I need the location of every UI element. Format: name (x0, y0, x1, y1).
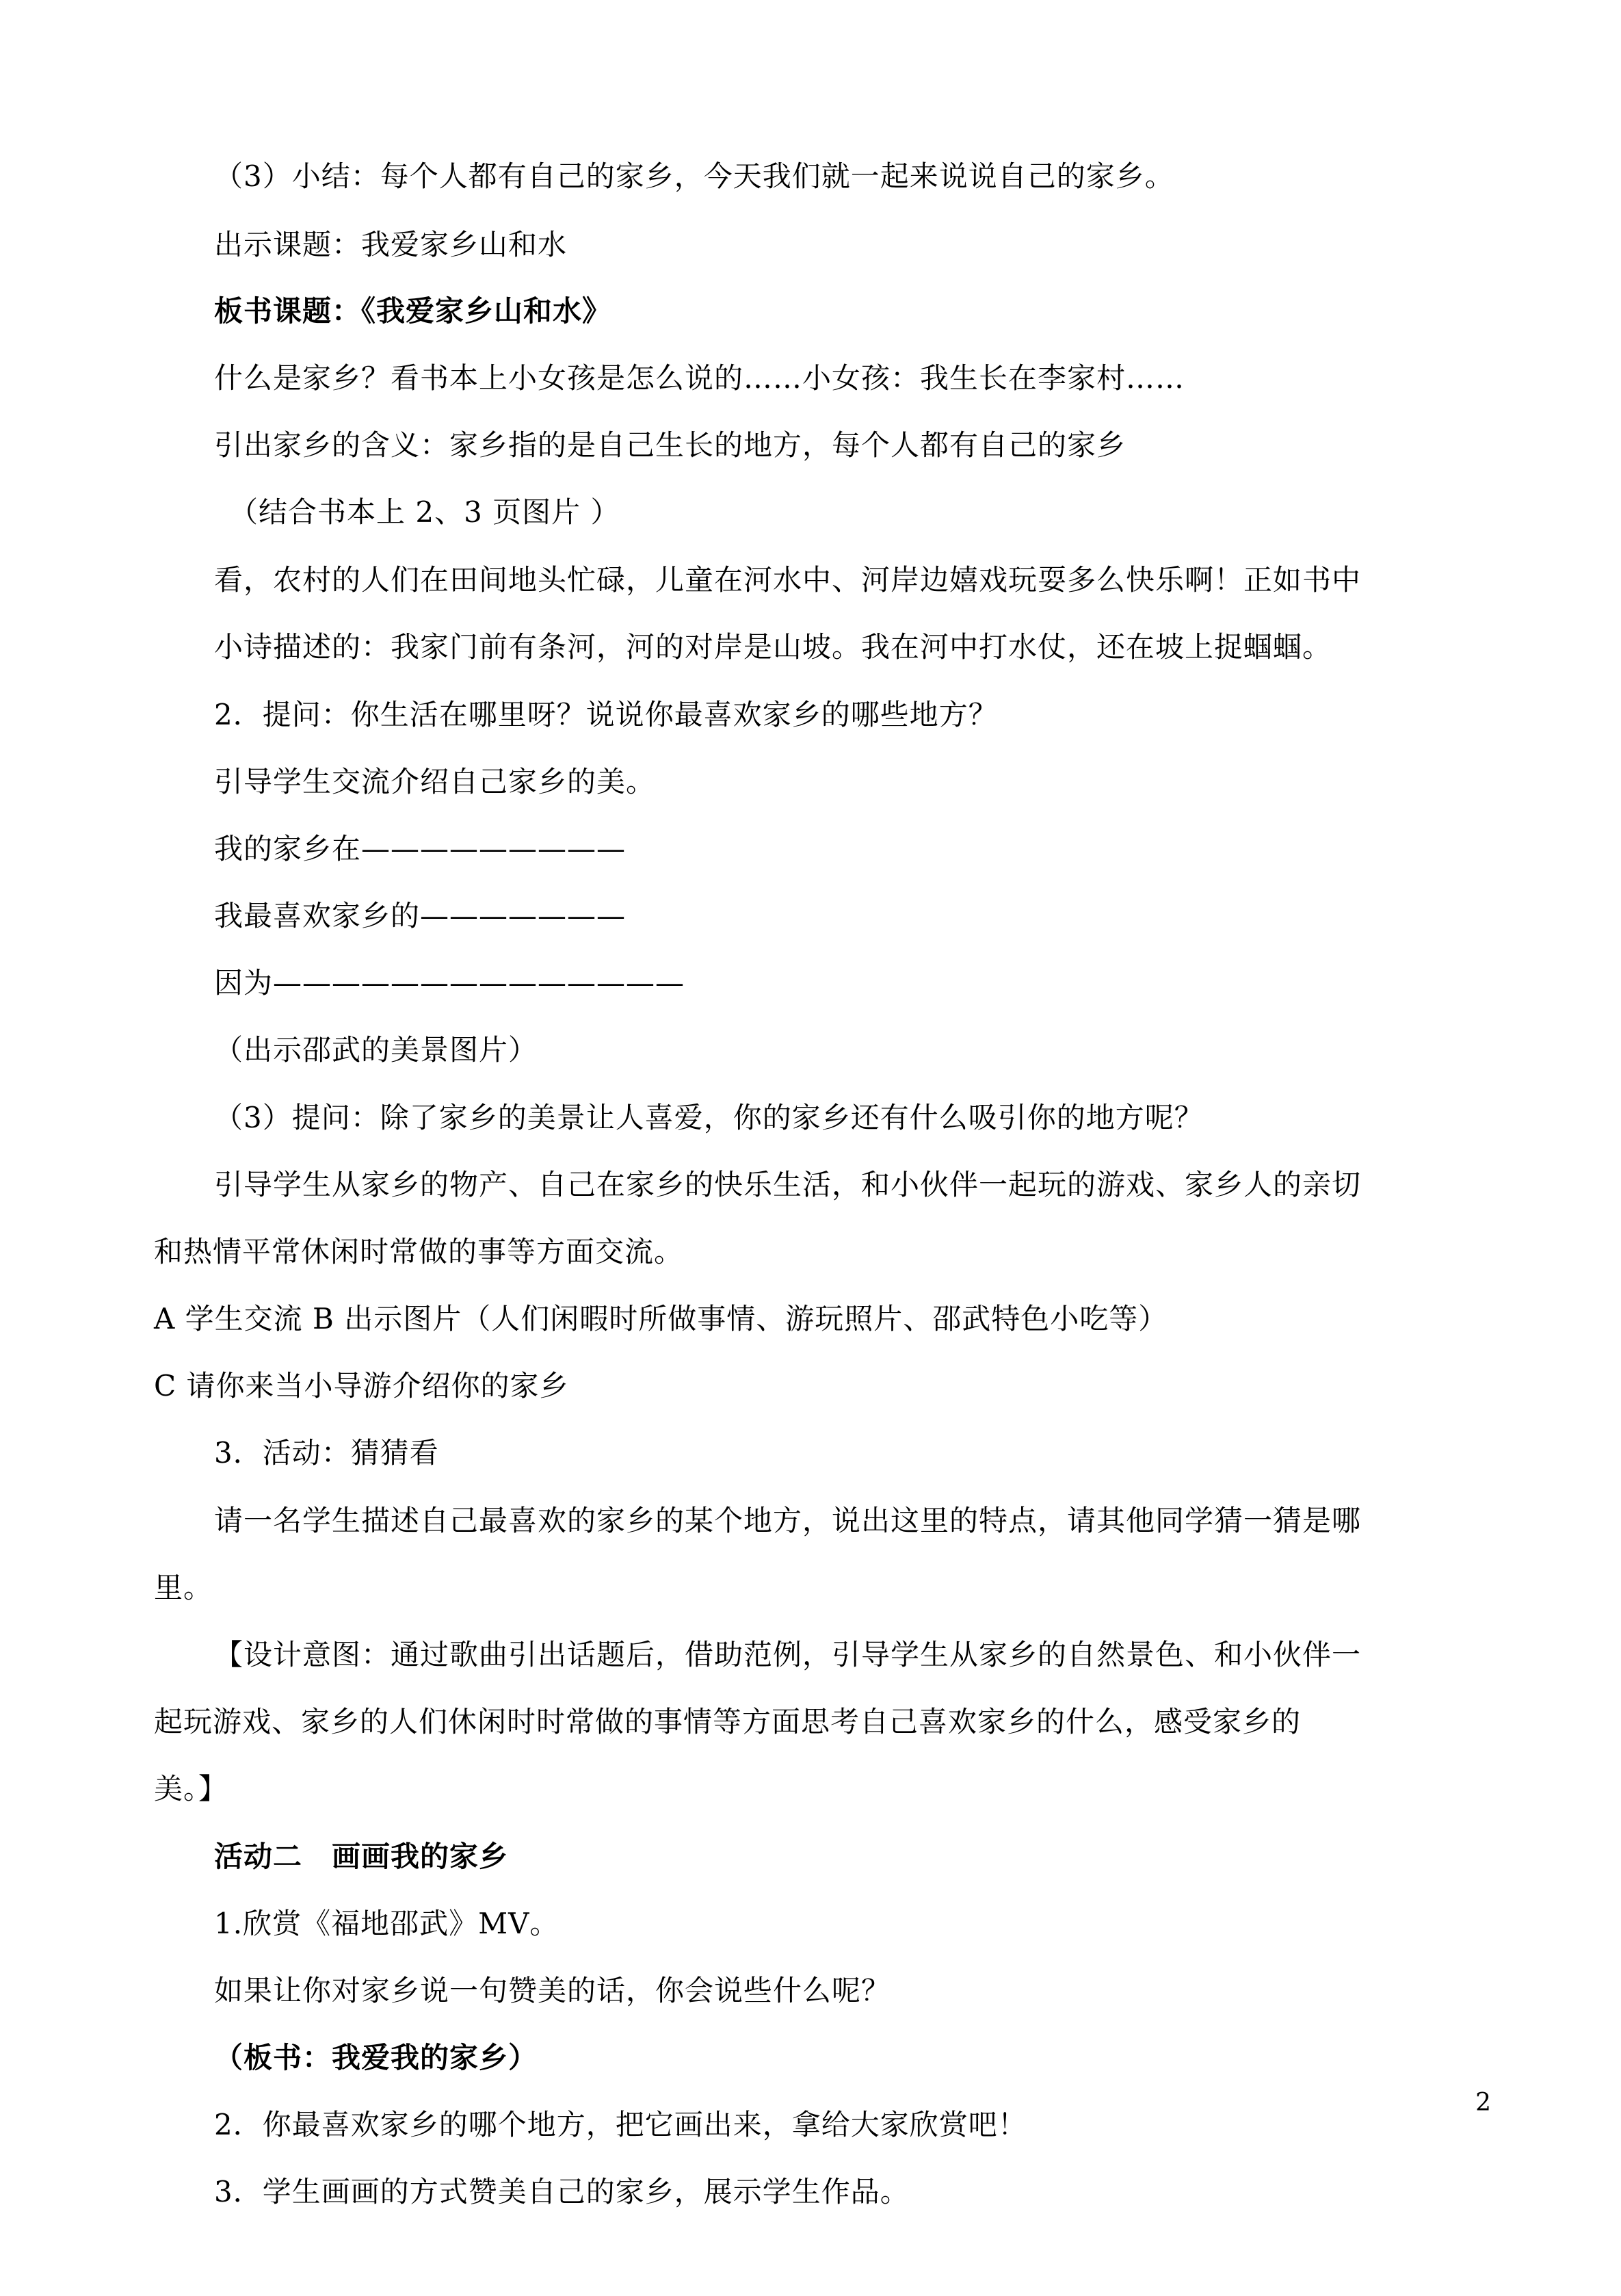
text-line: 请一名学生描述自己最喜欢的家乡的某个地方，说出这里的特点，请其他同学猜一猜是哪 (214, 1504, 1362, 1537)
text-line: 美。】 (154, 1772, 228, 1805)
text-line: 2．你最喜欢家乡的哪个地方，把它画出来，拿给大家欣赏吧！ (214, 2108, 1027, 2141)
text-line: 什么是家乡？看书本上小女孩是怎么说的……小女孩：我生长在李家村…… (214, 361, 1185, 395)
heading-line: 活动二 画画我的家乡 (214, 1840, 509, 1873)
text-line: 和热情平常休闲时常做的事等方面交流。 (154, 1235, 684, 1268)
heading-line: （板书：我爱我的家乡） (214, 2041, 538, 2074)
text-line: 3．学生画画的方式赞美自己的家乡，展示学生作品。 (214, 2175, 910, 2208)
text-line: 引导学生从家乡的物产、自己在家乡的快乐生活，和小伙伴一起玩的游戏、家乡人的亲切 (214, 1168, 1362, 1201)
text-line: 因为—————————————— (214, 966, 685, 1000)
text-line: （3）小结：每个人都有自己的家乡，今天我们就一起来说说自己的家乡。 (214, 159, 1174, 193)
text-line: 2．提问：你生活在哪里呀？说说你最喜欢家乡的哪些地方？ (214, 698, 998, 731)
text-line: 引出家乡的含义：家乡指的是自己生长的地方，每个人都有自己的家乡 (214, 428, 1126, 462)
text-line: A 学生交流 B 出示图片（人们闲暇时所做事情、游玩照片、邵武特色小吃等） (154, 1302, 1168, 1335)
text-line: （结合书本上 2、3 页图片 ） (229, 495, 620, 529)
text-line: 如果让你对家乡说一句赞美的话，你会说些什么呢？ (214, 1974, 891, 2007)
text-line: C 请你来当小导游介绍你的家乡 (154, 1369, 569, 1403)
text-line: 里。 (154, 1571, 213, 1604)
text-line: 小诗描述的：我家门前有条河，河的对岸是山坡。我在河中打水仗，还在坡上捉蝈蝈。 (214, 630, 1332, 664)
text-line: 我的家乡在————————— (214, 832, 627, 865)
text-line: （出示邵武的美景图片） (214, 1033, 538, 1067)
text-line: 看，农村的人们在田间地头忙碌，儿童在河水中、河岸边嬉戏玩耍多么快乐啊！正如书中 (214, 563, 1362, 597)
text-line: 起玩游戏、家乡的人们休闲时时常做的事情等方面思考自己喜欢家乡的什么，感受家乡的 (154, 1705, 1302, 1738)
text-line: （3）提问：除了家乡的美景让人喜爱，你的家乡还有什么吸引你的地方呢？ (214, 1101, 1204, 1134)
text-line: 我最喜欢家乡的——————— (214, 899, 627, 932)
heading-line: 板书课题：《我爱家乡山和水》 (214, 294, 612, 328)
page-number: 2 (1475, 2089, 1491, 2117)
text-line: 3．活动：猜猜看 (214, 1436, 439, 1470)
text-line: 出示课题：我爱家乡山和水 (214, 228, 568, 261)
text-line: 【设计意图：通过歌曲引出话题后，借助范例，引导学生从家乡的自然景色、和小伙伴一 (214, 1638, 1362, 1671)
text-line: 引导学生交流介绍自己家乡的美。 (214, 765, 656, 798)
text-line: 1.欣赏《福地邵武》MV。 (214, 1907, 559, 1940)
